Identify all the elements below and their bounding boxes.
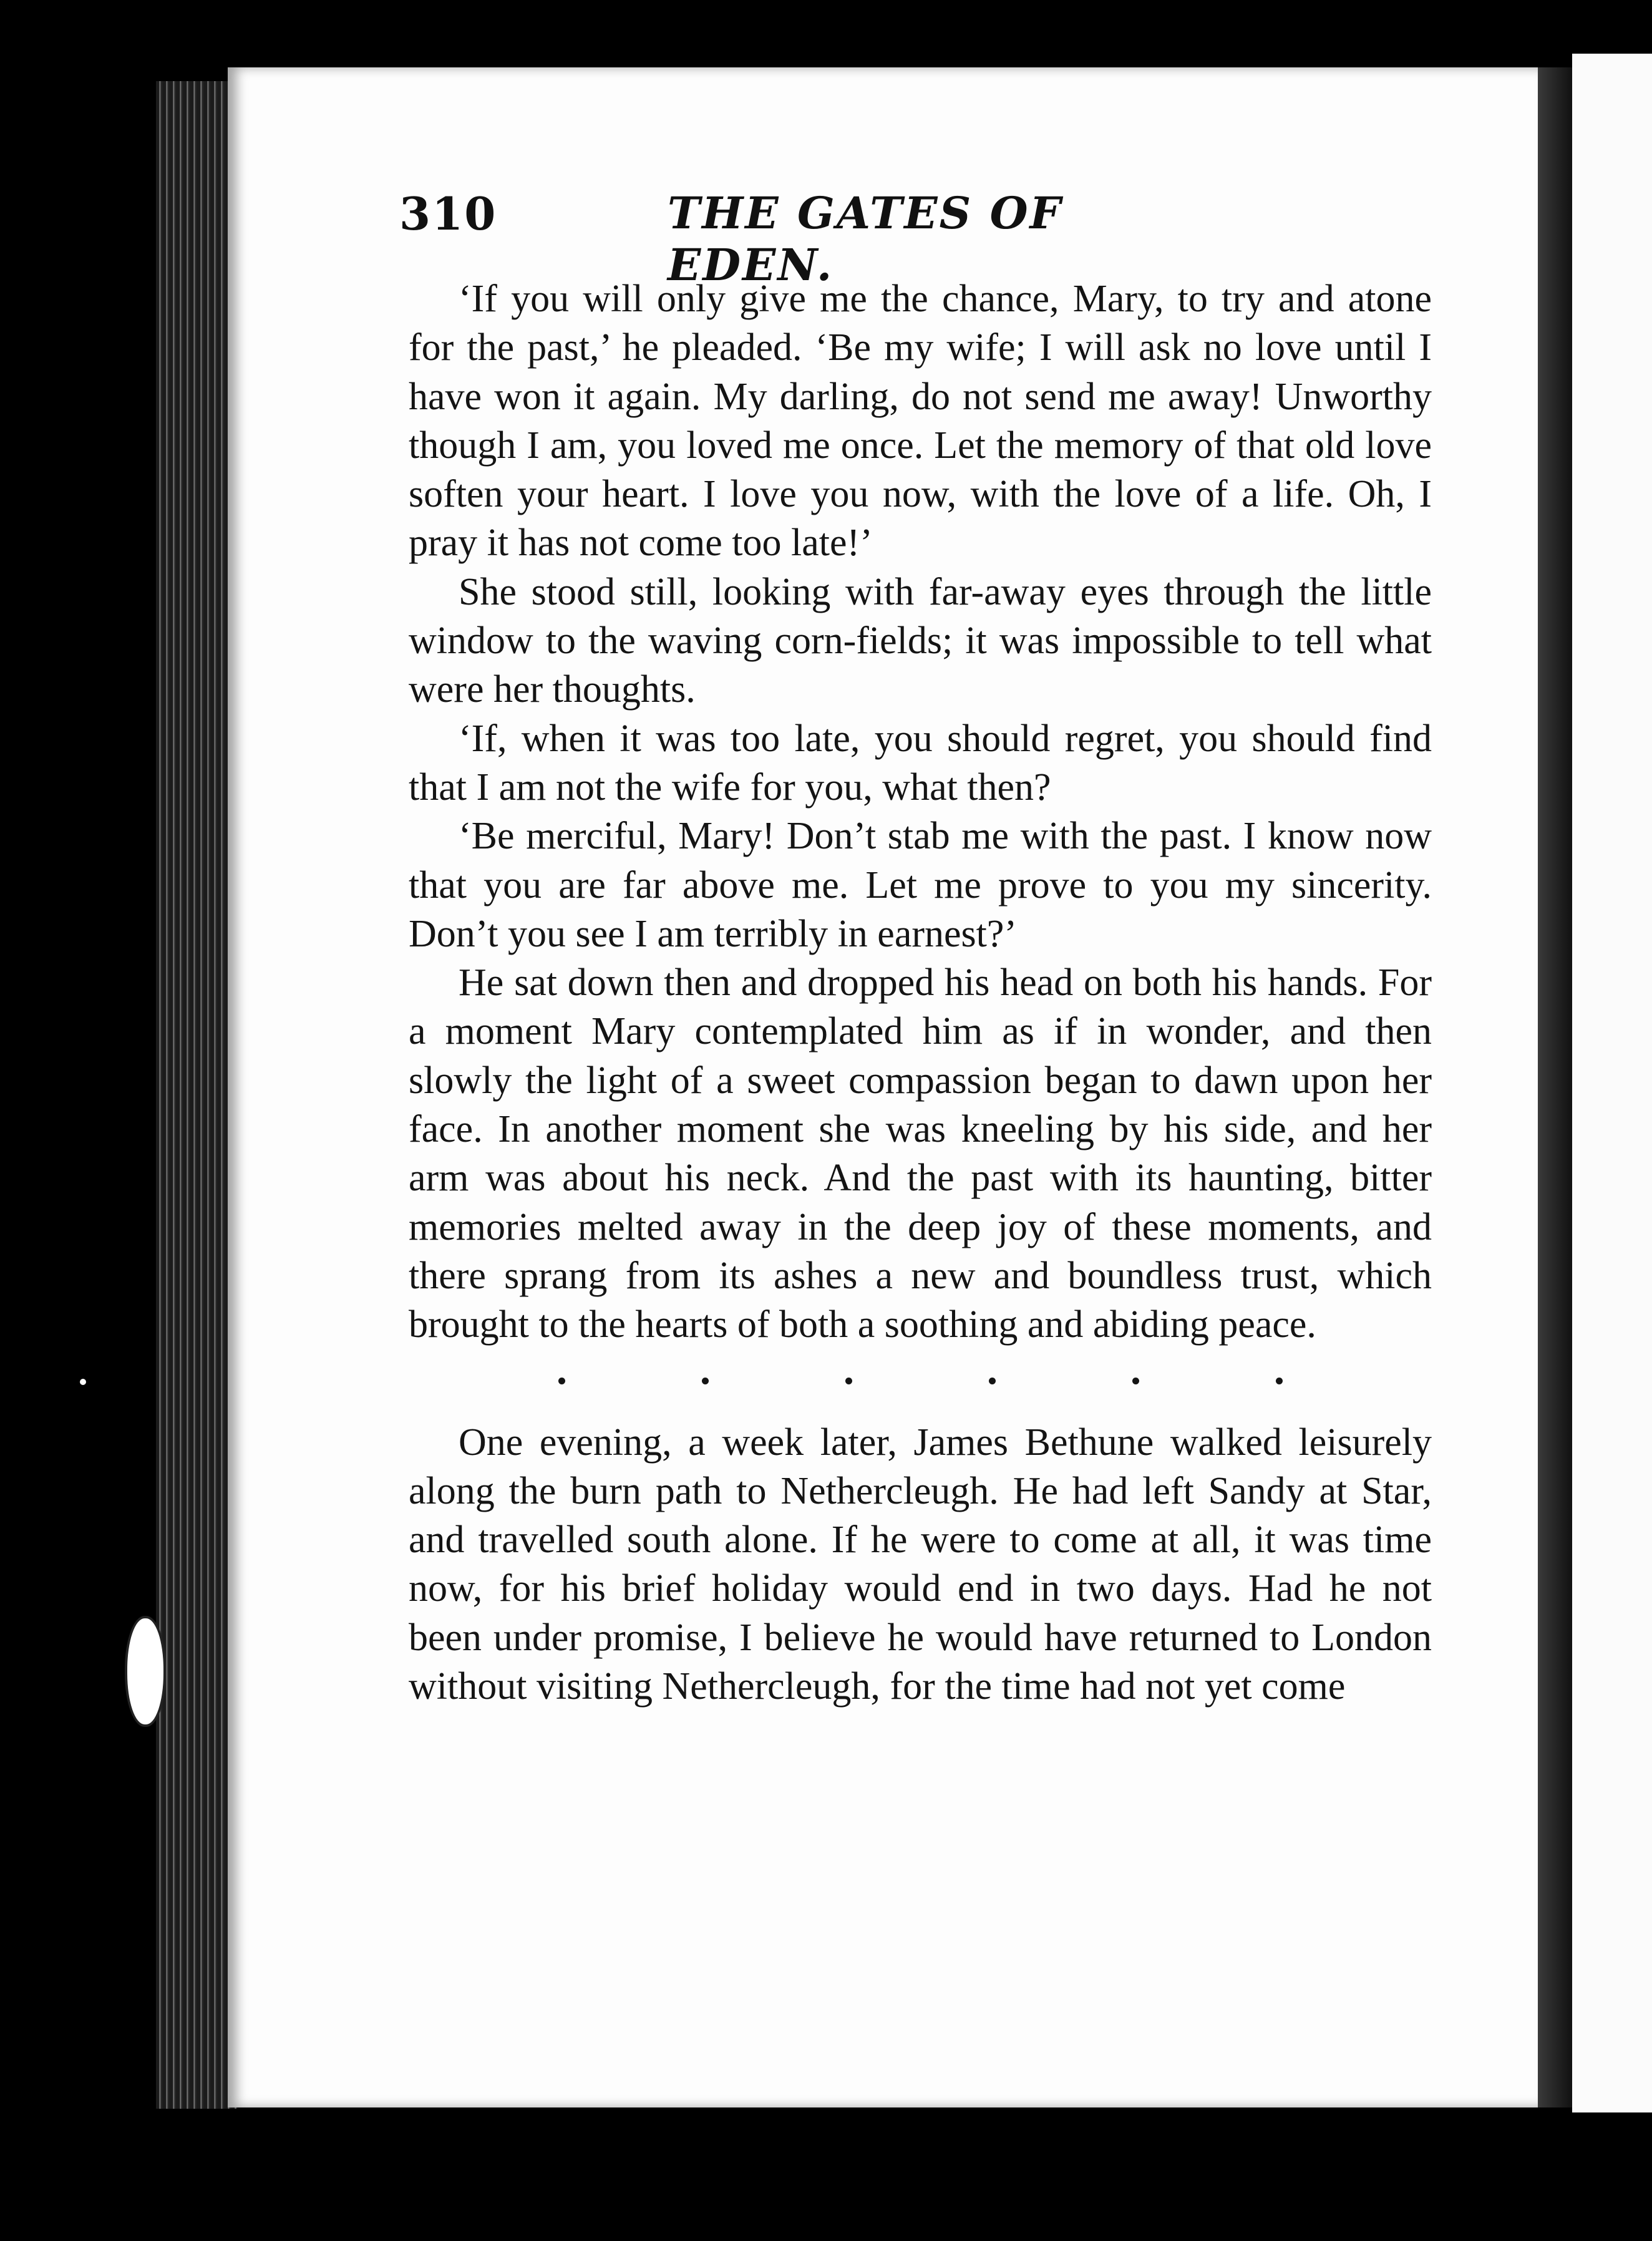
break-dot bbox=[989, 1378, 996, 1384]
break-dot bbox=[702, 1378, 709, 1384]
paragraph: He sat down then and dropped his head on both his hands. For a moment Mary contemplated him as if in wonder, and then slowly the light of a sweet compassion began to dawn upon her face. In another moment she was kneeling by his side, and her arm was about his neck. And the past with its haunting, bitter memories melted away in the deep joy of these moments, and there sprang from its ashes a new and boundless trust, which brought to the hearts of both a soothing and abiding peace. bbox=[409, 961, 1432, 1346]
break-dot bbox=[558, 1378, 565, 1384]
break-dot bbox=[1276, 1378, 1283, 1384]
paragraph: ‘If you will only give me the chance, Mary, to try and atone for the past,’ he pleaded. ‘Be my wife; I will ask no love until I have won it again. My darling, do not send me away! Unworthy though I am, you loved me once. Let the memory of that old love soften your heart. I love you now, with the love of a life. Oh, I pray it has not come too late!’ bbox=[409, 278, 1432, 565]
page-number: 310 bbox=[399, 187, 497, 240]
margin-speck bbox=[80, 1379, 86, 1385]
page-edges bbox=[156, 81, 237, 2109]
page-damage-hole bbox=[125, 1616, 166, 1727]
body-text bbox=[409, 275, 1432, 1711]
paragraph: ‘If, when it was too late, you should regret, you should find that I am not the wife for you, what then? bbox=[409, 717, 1432, 809]
paragraph: One evening, a week later, James Bethune walked leisurely along the burn path to Nethercleugh. He had left Sandy at Star, and travelled south alone. If he were to come at all, it was time now, for his brief holiday would end in two days. Had he not been under promise, I believe he would have returned to London without visiting Nethercleugh, for the time had not yet come bbox=[409, 1421, 1432, 1708]
running-head bbox=[399, 187, 1148, 291]
running-title: THE GATES OF EDEN. bbox=[668, 187, 1063, 291]
break-dot bbox=[845, 1378, 852, 1384]
paragraph: She stood still, looking with far-away eyes through the little window to the waving corn-fields; it was impossible to tell what were her thoughts. bbox=[409, 570, 1432, 711]
adjacent-page-edge bbox=[1572, 54, 1652, 2112]
section-break bbox=[409, 1349, 1432, 1418]
paragraph: ‘Be merciful, Mary! Don’t stab me with the past. I know now that you are far above me. Let me prove to you my sincerity. Don’t you see I am terribly in earnest?’ bbox=[409, 815, 1432, 955]
break-dot bbox=[1132, 1378, 1139, 1384]
gutter-shadow bbox=[1538, 67, 1572, 2107]
